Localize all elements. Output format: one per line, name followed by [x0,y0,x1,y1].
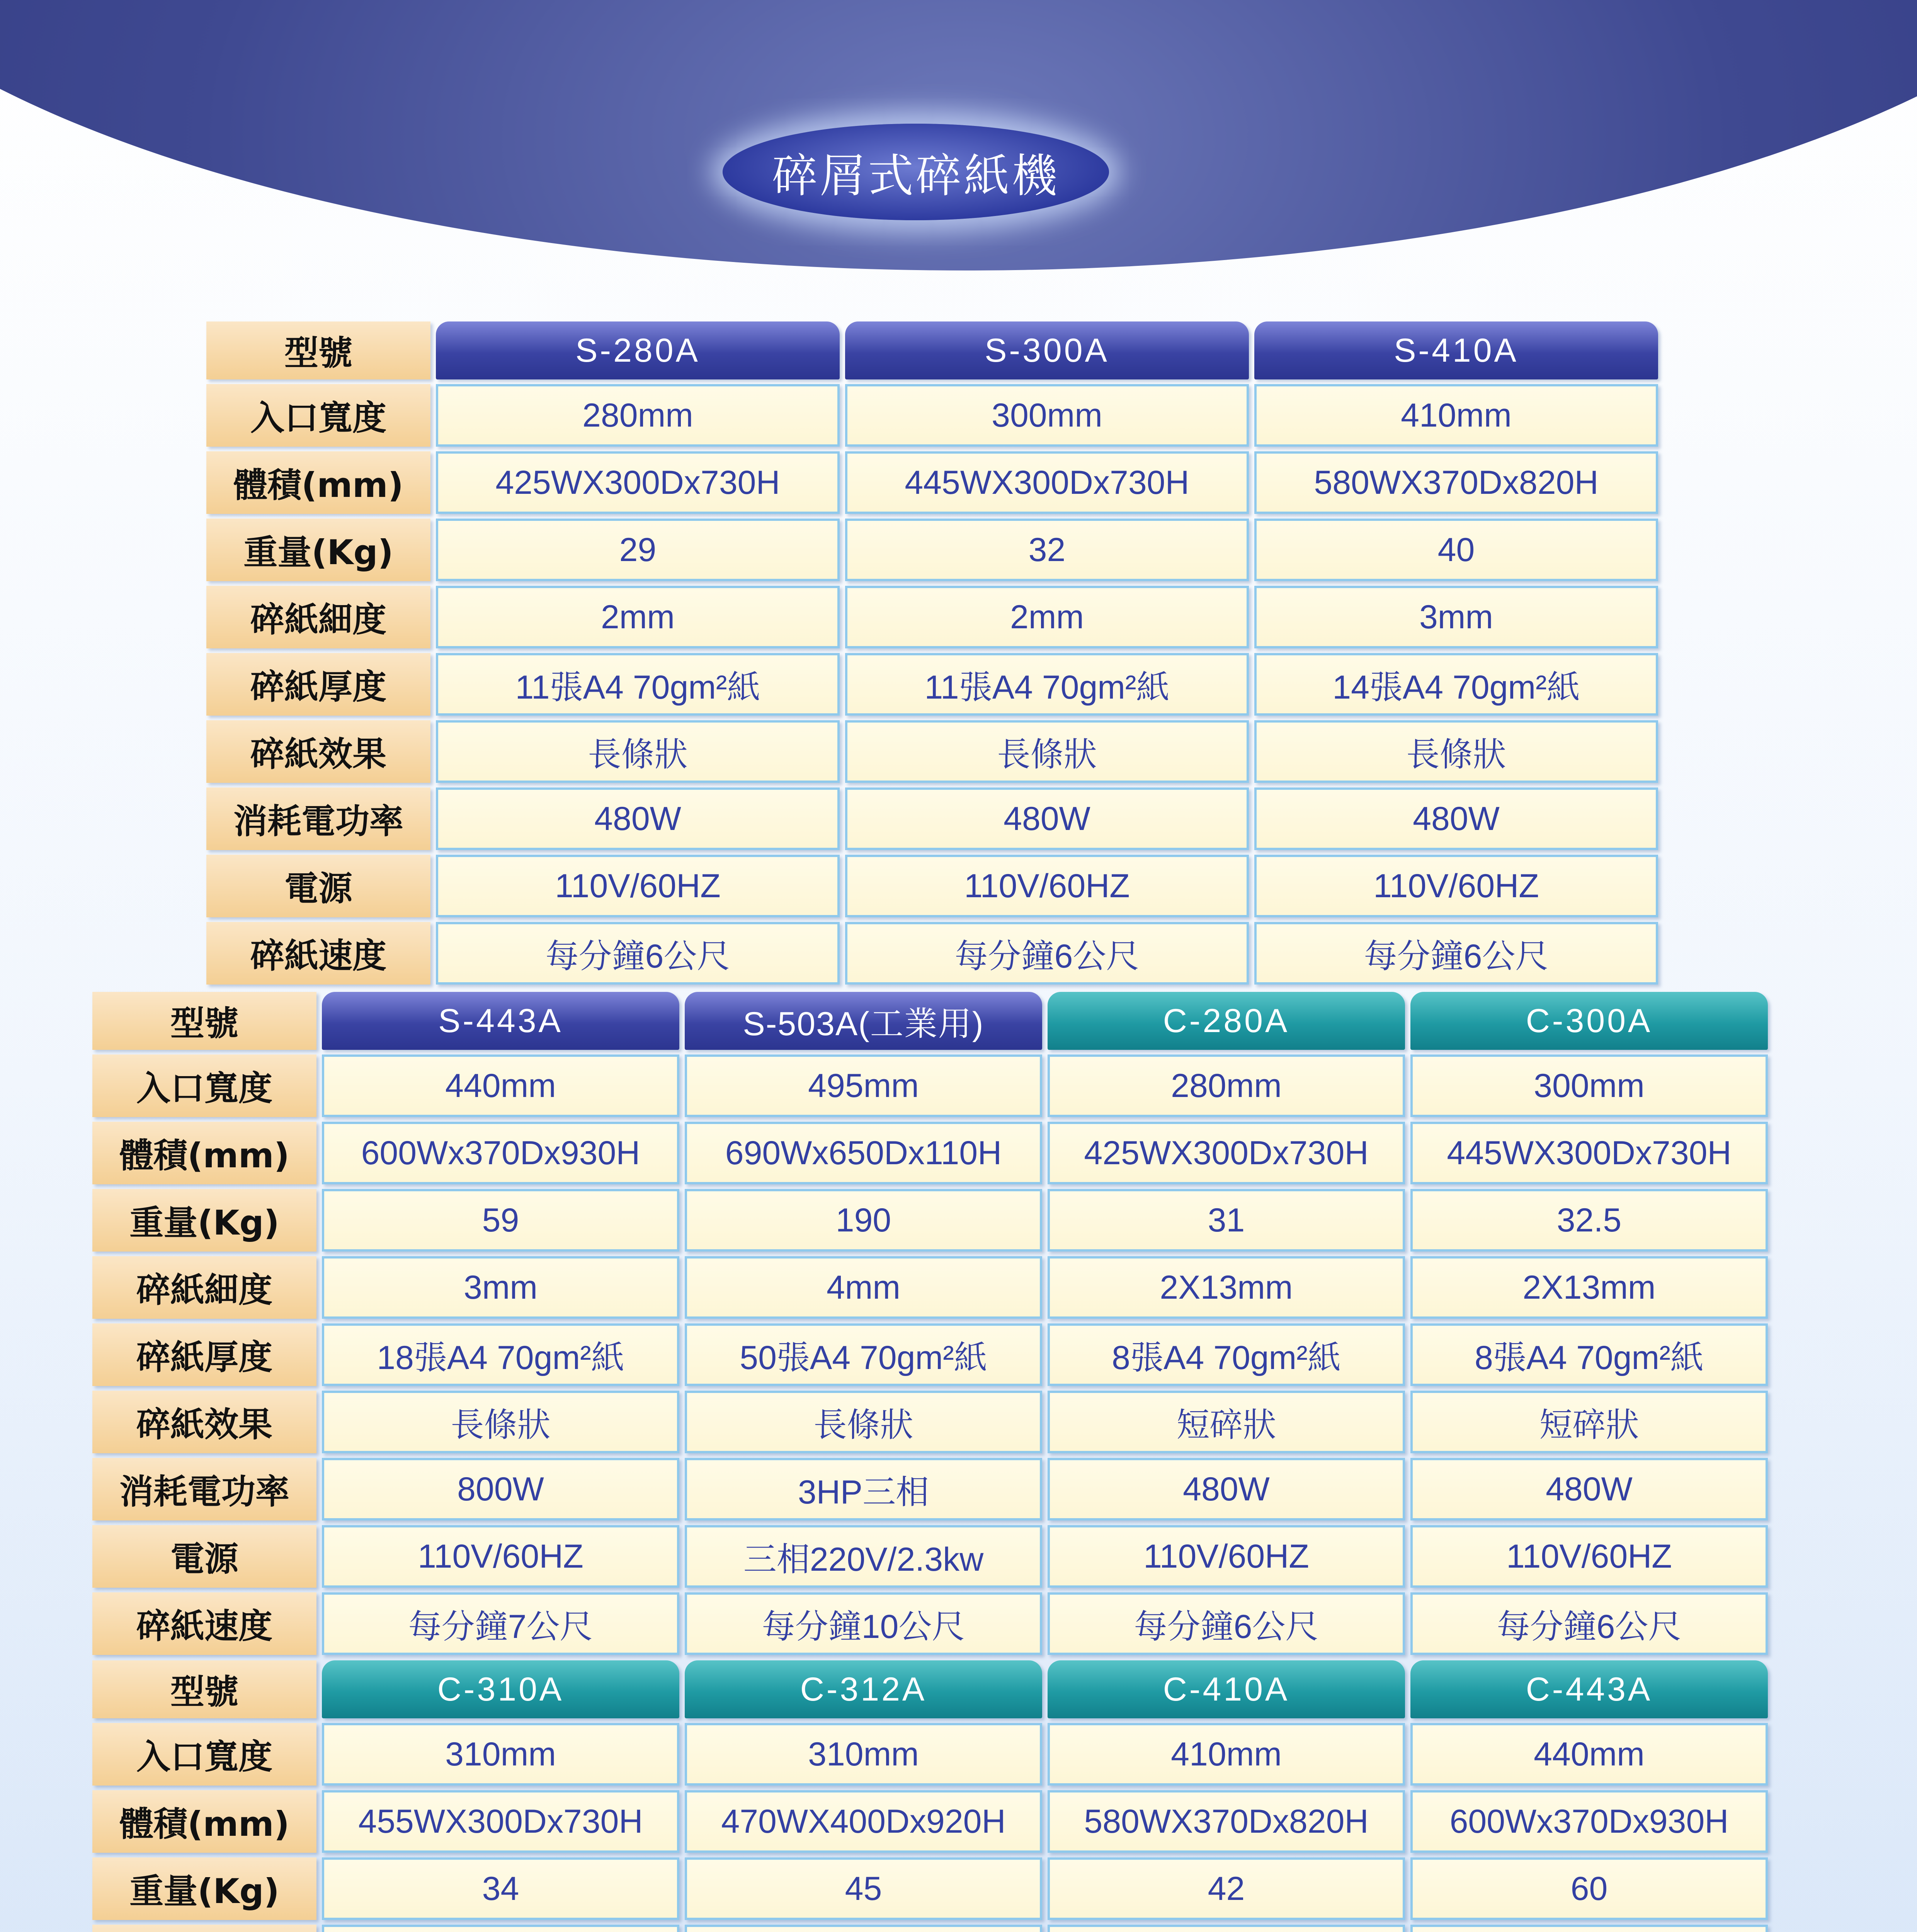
spec-value: 580WX370Dx820H [1048,1790,1405,1853]
model-header-label: 型號 [92,1660,316,1718]
spec-value: 110V/60HZ [436,855,840,917]
spec-value: 110V/60HZ [1254,855,1658,917]
row-label: 碎紙速度 [92,1592,316,1655]
spec-value: 580WX370Dx820H [1254,451,1658,514]
spec-value: 110V/60HZ [1048,1525,1405,1588]
table-row [206,922,1658,985]
table-header-row [92,1660,1768,1718]
row-label: 碎紙細度 [92,1256,316,1319]
spec-value: 600Wx370Dx930H [322,1122,679,1184]
spec-value: 45 [685,1857,1042,1920]
spec-value: 11張A4 70gm²紙 [845,653,1249,716]
spec-value: 425WX300Dx730H [1048,1122,1405,1184]
spec-value: 40 [1254,519,1658,581]
spec-value: 2X13mm [1048,1256,1405,1319]
spec-value: 445WX300Dx730H [1410,1122,1768,1184]
table-row [92,1323,1768,1386]
model-header-label: 型號 [92,992,316,1050]
row-label: 電源 [92,1525,316,1588]
table-row [92,1525,1768,1588]
spec-value: 800W [322,1458,679,1520]
spec-value: 280mm [436,384,840,447]
row-label: 入口寬度 [92,1054,316,1117]
model-name: C-280A [1048,992,1405,1050]
row-label [92,1925,316,1932]
spec-value: 長條狀 [685,1391,1042,1453]
spec-value: 280mm [1048,1054,1405,1117]
spec-value: 410mm [1254,384,1658,447]
model-name: C-312A [685,1660,1042,1718]
spec-value [1048,1925,1405,1932]
spec-value: 3HP三相 [685,1458,1042,1520]
table-row [92,1391,1768,1453]
row-label: 體積(mm) [92,1790,316,1853]
table-row [92,1790,1768,1853]
spec-value: 32 [845,519,1249,581]
spec-value: 2X13mm [1410,1256,1768,1319]
table-row [92,1592,1768,1655]
row-label: 碎紙效果 [206,720,430,783]
table-row [92,1189,1768,1252]
spec-value: 每分鐘10公尺 [685,1592,1042,1655]
spec-value: 440mm [322,1054,679,1117]
spec-table-3 [87,1656,1773,1932]
table-header-row [206,321,1658,379]
model-name: C-300A [1410,992,1768,1050]
spec-value: 三相220V/2.3kw [685,1525,1042,1588]
spec-value: 每分鐘7公尺 [322,1592,679,1655]
model-name: S-300A [845,321,1249,379]
spec-value: 455WX300Dx730H [322,1790,679,1853]
spec-value: 495mm [685,1054,1042,1117]
table-row [92,1054,1768,1117]
spec-value: 600Wx370Dx930H [1410,1790,1768,1853]
spec-value: 3mm [322,1256,679,1319]
spec-value: 長條狀 [1254,720,1658,783]
row-label: 碎紙厚度 [206,653,430,716]
spec-value: 445WX300Dx730H [845,451,1249,514]
spec-value: 470WX400Dx920H [685,1790,1042,1853]
table-row [206,519,1658,581]
spec-value: 長條狀 [322,1391,679,1453]
table-header-row [92,992,1768,1050]
spec-value: 300mm [845,384,1249,447]
spec-value: 42 [1048,1857,1405,1920]
spec-value: 59 [322,1189,679,1252]
model-name: S-503A(工業用) [685,992,1042,1050]
spec-table-2 [87,987,1773,1660]
spec-value: 短碎狀 [1410,1391,1768,1453]
spec-table-1 [201,317,1664,989]
row-label: 消耗電功率 [206,787,430,850]
row-label: 體積(mm) [206,451,430,514]
table-row [206,720,1658,783]
spec-value: 480W [436,787,840,850]
spec-value: 4mm [685,1256,1042,1319]
row-label: 體積(mm) [92,1122,316,1184]
model-name: C-410A [1048,1660,1405,1718]
model-header-label: 型號 [206,321,430,379]
spec-value: 480W [1254,787,1658,850]
row-label: 重量(Kg) [206,519,430,581]
spec-value [322,1925,679,1932]
spec-value: 110V/60HZ [845,855,1249,917]
spec-value: 3mm [1254,586,1658,648]
spec-value: 8張A4 70gm²紙 [1410,1323,1768,1386]
table-row [92,1925,1768,1932]
row-label: 入口寬度 [206,384,430,447]
row-label: 重量(Kg) [92,1189,316,1252]
spec-value: 34 [322,1857,679,1920]
spec-value: 短碎狀 [1048,1391,1405,1453]
spec-value: 29 [436,519,840,581]
spec-value: 32.5 [1410,1189,1768,1252]
spec-value: 31 [1048,1189,1405,1252]
table-row [92,1458,1768,1520]
spec-value: 410mm [1048,1723,1405,1786]
page-title: 碎屑式碎紙機 [723,124,1109,220]
spec-value: 18張A4 70gm²紙 [322,1323,679,1386]
spec-value: 310mm [685,1723,1042,1786]
row-label: 碎紙速度 [206,922,430,985]
table-row [92,1256,1768,1319]
spec-value: 每分鐘6公尺 [436,922,840,985]
model-name: S-443A [322,992,679,1050]
spec-value [685,1925,1042,1932]
table-row [206,787,1658,850]
row-label: 入口寬度 [92,1723,316,1786]
table-row [92,1723,1768,1786]
row-label: 電源 [206,855,430,917]
table-row [206,384,1658,447]
spec-value: 每分鐘6公尺 [845,922,1249,985]
table-row [92,1122,1768,1184]
spec-value: 長條狀 [845,720,1249,783]
spec-value: 11張A4 70gm²紙 [436,653,840,716]
spec-value: 190 [685,1189,1042,1252]
table-row [206,586,1658,648]
spec-value: 長條狀 [436,720,840,783]
spec-value: 14張A4 70gm²紙 [1254,653,1658,716]
spec-value: 480W [845,787,1249,850]
spec-value: 300mm [1410,1054,1768,1117]
spec-value: 60 [1410,1857,1768,1920]
model-name: S-280A [436,321,840,379]
spec-value: 425WX300Dx730H [436,451,840,514]
row-label: 消耗電功率 [92,1458,316,1520]
table-row [92,1857,1768,1920]
spec-value: 50張A4 70gm²紙 [685,1323,1042,1386]
spec-value: 2mm [436,586,840,648]
model-name: C-310A [322,1660,679,1718]
spec-value: 480W [1410,1458,1768,1520]
row-label: 碎紙厚度 [92,1323,316,1386]
spec-value: 480W [1048,1458,1405,1520]
spec-value: 2mm [845,586,1249,648]
table-row [206,653,1658,716]
spec-value: 440mm [1410,1723,1768,1786]
spec-value: 每分鐘6公尺 [1410,1592,1768,1655]
spec-value: 每分鐘6公尺 [1048,1592,1405,1655]
row-label: 碎紙效果 [92,1391,316,1453]
spec-value: 310mm [322,1723,679,1786]
model-name: S-410A [1254,321,1658,379]
table-row [206,855,1658,917]
row-label: 重量(Kg) [92,1857,316,1920]
model-name: C-443A [1410,1660,1768,1718]
spec-value: 8張A4 70gm²紙 [1048,1323,1405,1386]
spec-value [1410,1925,1768,1932]
spec-value: 690Wx650Dx110H [685,1122,1042,1184]
spec-value: 110V/60HZ [1410,1525,1768,1588]
row-label: 碎紙細度 [206,586,430,648]
spec-value: 每分鐘6公尺 [1254,922,1658,985]
spec-value: 110V/60HZ [322,1525,679,1588]
table-row [206,451,1658,514]
